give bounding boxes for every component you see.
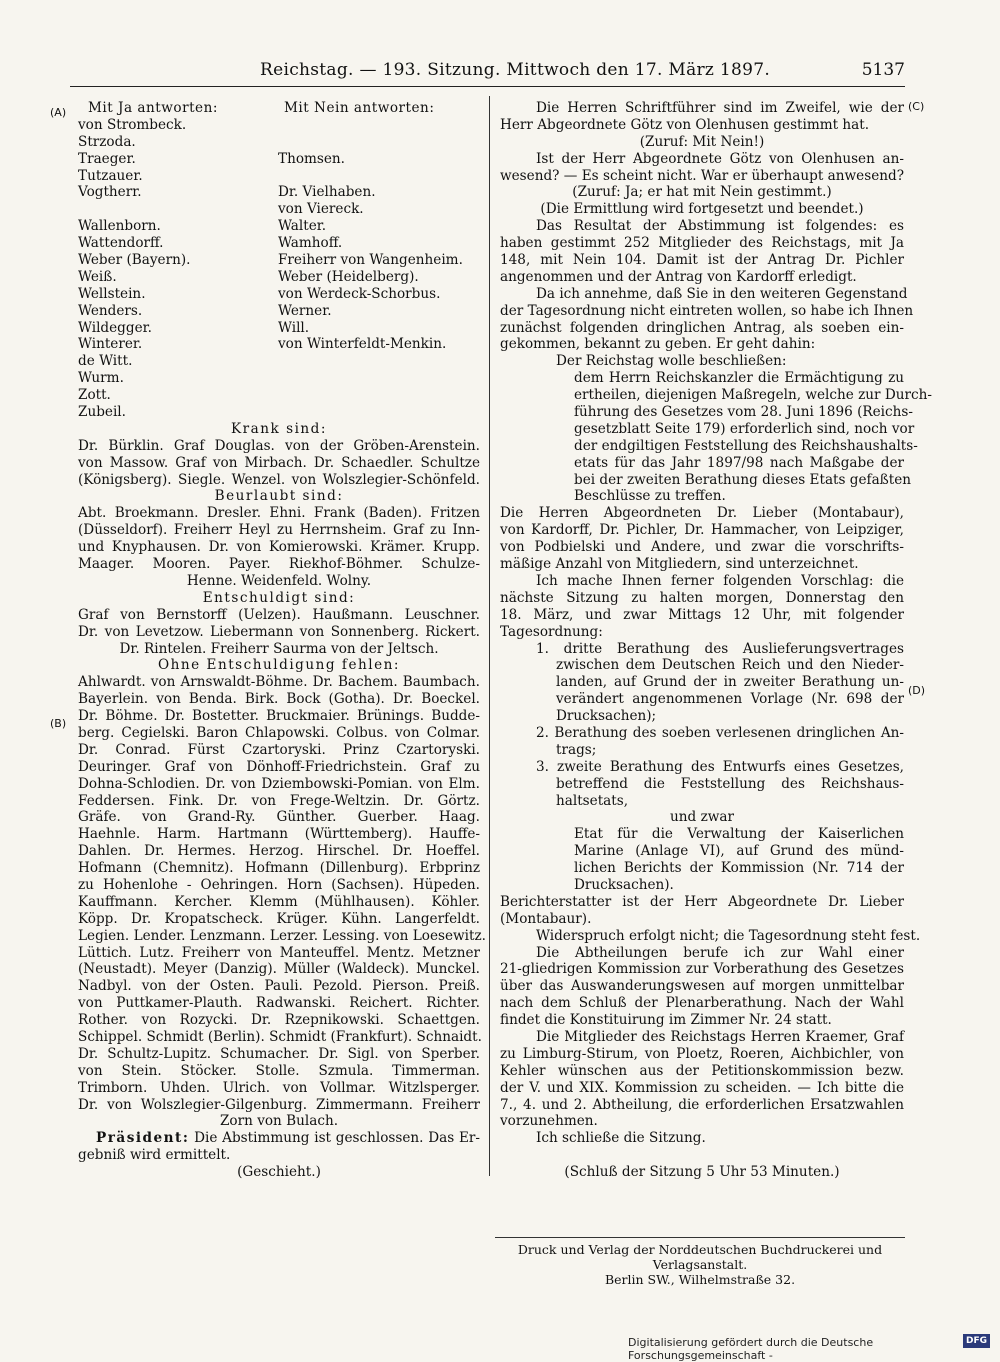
ohne-line: Lüttich. Lutz. Freiherr von Manteuffel. Mentz. Metzner bbox=[78, 944, 480, 961]
yes-name: Weiß. bbox=[78, 268, 117, 285]
vote-row bbox=[78, 320, 480, 337]
ohne-line: Trimborn. Uhden. Ulrich. von Vollmar. Witzlsperger. bbox=[78, 1079, 480, 1096]
paragraph-line: gekommen, bekannt zu geben. Er geht dahin: bbox=[500, 336, 816, 353]
entschuldigt-list bbox=[78, 607, 480, 641]
no-name: Dr. Vielhaben. bbox=[278, 184, 376, 201]
paragraph-line: bei der zweiten Berathung dieses Etats gefaßten bbox=[574, 471, 912, 488]
paragraph-line: Kehler wünschen aus der Petitionskommission bezw. bbox=[500, 1062, 904, 1079]
paragraph-line: mäßige Anzahl von Mitgliedern, sind unterzeichnet. bbox=[500, 556, 859, 573]
yes-name: de Witt. bbox=[78, 353, 133, 370]
yes-name: Wurm. bbox=[78, 370, 124, 387]
paragraph-line: 21-gliedrigen Kommission zur Vorberathung des Gesetzes bbox=[500, 961, 904, 978]
beurlaubt-line: Maager. Mooren. Payer. Riekhof-Böhmer. Schulze- bbox=[78, 556, 480, 573]
beurlaubt-line: und Knyphausen. Dr. von Komierowski. Krämer. Krupp. bbox=[78, 539, 480, 556]
paragraph-line: nächste Sitzung zu halten morgen, Donnerstag den bbox=[500, 589, 904, 606]
ohne-line: (Neustadt). Meyer (Danzig). Müller (Waldeck). Munckel. bbox=[78, 961, 480, 978]
ohne-line: Dohna-Schlodien. Dr. von Dziembowski-Pomian. von Elm. bbox=[78, 775, 480, 792]
paragraph-line: Widerspruch erfolgt nicht; die Tagesordnung steht fest. bbox=[536, 927, 921, 944]
yes-name bbox=[78, 201, 278, 218]
yes-name: Wildegger. bbox=[78, 319, 152, 336]
yes-name: Wallenborn. bbox=[78, 218, 161, 235]
no-name: Will. bbox=[278, 319, 310, 336]
yes-name: Wenders. bbox=[78, 302, 143, 319]
paragraph-line: (Montabaur). bbox=[500, 910, 592, 927]
vote-row bbox=[78, 303, 480, 320]
praesident-label: Präsident: bbox=[96, 1130, 190, 1147]
paragraph-line: ertheilen, diejenigen Maßregeln, welche zur Durch- bbox=[574, 387, 932, 404]
paragraph-line: Der Reichstag wolle beschließen: bbox=[556, 353, 787, 370]
yes-name: Wattendorff. bbox=[78, 235, 164, 252]
entschuldigt-line: Dr. von Levetzow. Liebermann von Sonnenberg. Rickert. bbox=[78, 623, 480, 640]
paragraph-line: vorzunehmen. bbox=[500, 1113, 598, 1130]
ohne-line: Bayerlein. von Benda. Birk. Bock (Gotha). Dr. Boeckel. bbox=[78, 691, 480, 708]
ohne-line: Ahlwardt. von Arnswaldt-Böhme. Dr. Bachem. Baumbach. bbox=[78, 674, 480, 691]
ohne-line: Kauffmann. Kercher. Klemm (Mühlhausen). Köhler. bbox=[78, 893, 480, 910]
vote-column-headers bbox=[78, 100, 480, 117]
yes-name: Zott. bbox=[78, 387, 111, 404]
ohne-line: Dr. Conrad. Fürst Czartoryski. Prinz Czartoryski. bbox=[78, 741, 480, 758]
imprint-line-2: Berlin SW., Wilhelmstraße 32. bbox=[604, 1272, 796, 1287]
krank-line: (Königsberg). Siegle. Wenzel. von Wolszlegier-Schönfeld. bbox=[78, 471, 480, 488]
beurlaubt-last: Henne. Weidenfeld. Wolny. bbox=[186, 572, 372, 589]
paragraph-line: 148, mit Nein 104. Damit ist der Antrag Dr. Pichler bbox=[500, 252, 904, 269]
vote-row bbox=[78, 353, 480, 370]
paragraph-line: 7., 4. und 2. Abtheilung, die erforderlichen Ersatzwahlen bbox=[500, 1096, 904, 1113]
paragraph-line: (Die Ermittlung wird fortgesetzt und beendet.) bbox=[540, 201, 864, 218]
krank-line: Dr. Bürklin. Graf Douglas. von der Gröben-Arenstein. bbox=[78, 437, 480, 454]
ohne-line: Deuringer. Graf von Dönhoff-Friedrichstein. Graf zu bbox=[78, 758, 480, 775]
paragraph-line: (Schluß der Sitzung 5 Uhr 53 Minuten.) bbox=[564, 1164, 840, 1181]
paragraph-line: Das Resultat der Abstimmung ist folgendes: es bbox=[536, 218, 904, 235]
paragraph-line: Ich schließe die Sitzung. bbox=[536, 1130, 706, 1147]
no-name bbox=[278, 353, 480, 370]
paragraph-line: Drucksachen); bbox=[556, 708, 657, 725]
vote-row bbox=[78, 387, 480, 404]
ohne-line: Feddersen. Fink. Dr. von Frege-Weltzin. Dr. Görtz. bbox=[78, 792, 480, 809]
yes-name: Tutzauer. bbox=[78, 167, 143, 184]
paragraph-line: 1. dritte Berathung des Auslieferungsvertrages bbox=[536, 640, 904, 657]
ohne-line: Dahlen. Dr. Hermes. Herzog. Hirschel. Dr. Hoeffel. bbox=[78, 843, 480, 860]
vote-row bbox=[78, 404, 480, 421]
paragraph-line: Die Abtheilungen berufe ich zur Wahl einer bbox=[536, 944, 904, 961]
paragraph-line: nach dem Schluß der Plenarberathung. Nach der Wahl bbox=[500, 995, 904, 1012]
no-name bbox=[278, 134, 480, 151]
ohne-line: von Puttkamer-Plauth. Radwanski. Reichert. Richter. bbox=[78, 995, 480, 1012]
paragraph-line: zu Limburg-Stirum, von Ploetz, Roeren, Aichbichler, von bbox=[500, 1045, 904, 1062]
ohne-line: Hofmann (Chemnitz). Hofmann (Dillenburg). Erbprinz bbox=[78, 860, 480, 877]
yes-name: Winterer. bbox=[78, 336, 143, 353]
yes-name: Traeger. bbox=[78, 150, 136, 167]
ohne-line: Dr. von Wolszlegier-Gilgenburg. Zimmermann. Freiherr bbox=[78, 1096, 480, 1113]
geschieht-note: (Geschieht.) bbox=[237, 1164, 321, 1181]
header-rule bbox=[70, 86, 905, 87]
no-name bbox=[278, 370, 480, 387]
no-name: Walter. bbox=[278, 218, 327, 235]
praesident-line-2: gebniß wird ermittelt. bbox=[78, 1147, 231, 1164]
paragraph-line bbox=[500, 1147, 904, 1164]
vote-row bbox=[78, 286, 480, 303]
paragraph-line: Drucksachen). bbox=[574, 876, 674, 893]
no-name: von Werdeck-Schorbus. bbox=[278, 285, 441, 302]
vote-row bbox=[78, 269, 480, 286]
vote-row bbox=[78, 252, 480, 269]
entschuldigt-heading: Entschuldigt sind: bbox=[202, 589, 356, 606]
running-head: Reichstag. — 193. Sitzung. Mittwoch den 17. März 1897. bbox=[260, 60, 771, 80]
ohne-line: Haehnle. Harm. Hartmann (Württemberg). Hauffe- bbox=[78, 826, 480, 843]
beurlaubt-heading: Beurlaubt sind: bbox=[214, 488, 344, 505]
right-column bbox=[500, 100, 932, 1181]
vote-row bbox=[78, 151, 480, 168]
no-name: Freiherr von Wangenheim. bbox=[278, 252, 463, 269]
no-name: Thomsen. bbox=[278, 150, 345, 167]
page-header bbox=[70, 60, 905, 86]
left-column bbox=[78, 100, 486, 1181]
paragraph-line: 3. zweite Berathung des Entwurfs eines Gesetzes, bbox=[536, 758, 904, 775]
margin-mark-d: (D) bbox=[908, 684, 926, 697]
dfg-credit: Digitalisierung gefördert durch die Deutsche Forschungsgemeinschaft - bbox=[628, 1336, 874, 1362]
paragraph-line: zwischen dem Deutschen Reich und den Nieder- bbox=[556, 657, 904, 674]
no-name bbox=[278, 387, 480, 404]
paragraph-line: (Zuruf: Mit Nein!) bbox=[639, 133, 765, 150]
entschuldigt-line: Graf von Bernstorff (Uelzen). Haußmann. Leuschner. bbox=[78, 606, 480, 623]
ohne-line: berg. Cegielski. Baron Chlapowski. Colbus. von Colmar. bbox=[78, 724, 480, 741]
yes-name: Wellstein. bbox=[78, 285, 146, 302]
paragraph-line: findet die Konstituirung im Zimmer Nr. 24 statt. bbox=[500, 1012, 832, 1029]
paragraph-line: trags; bbox=[556, 741, 597, 758]
paragraph-line: führung des Gesetzes vom 28. Juni 1896 (Reichs- bbox=[574, 404, 913, 421]
yes-name: Strzoda. bbox=[78, 133, 136, 150]
yes-name: von Strombeck. bbox=[78, 116, 187, 133]
vote-row bbox=[78, 370, 480, 387]
paragraph-line: Marine (Anlage VI), auf Grund des münd- bbox=[574, 843, 904, 860]
no-name: von Winterfeldt-Menkin. bbox=[278, 336, 447, 353]
vote-row bbox=[78, 218, 480, 235]
no-name: Weber (Heidelberg). bbox=[278, 268, 419, 285]
paragraph-line: von Kardorff, Dr. Pichler, Dr. Hammacher, von Leipziger, bbox=[500, 522, 904, 539]
ohne-line: Schippel. Schmidt (Berlin). Schmidt (Frankfurt). Schnaidt. bbox=[78, 1028, 482, 1045]
ohne-line: Rother. von Rozycki. Dr. Rzepnikowski. Schaettgen. bbox=[78, 1012, 480, 1029]
yes-name: Vogtherr. bbox=[78, 184, 142, 201]
yes-name: Zubeil. bbox=[78, 404, 126, 421]
praesident-line bbox=[78, 1130, 480, 1147]
vote-row bbox=[78, 117, 480, 134]
paragraph-line: (Zuruf: Ja; er hat mit Nein gestimmt.) bbox=[572, 184, 832, 201]
paragraph-line: Die Herren Schriftführer sind im Zweifel, wie der bbox=[536, 100, 904, 116]
dfg-logo: DFG bbox=[963, 1334, 990, 1348]
ohne-line: Legien. Lender. Lenzmann. Lerzer. Lessing. von Loesewitz. bbox=[78, 927, 486, 944]
paragraph-line: Die Herren Abgeordneten Dr. Lieber (Montabaur), bbox=[500, 505, 904, 522]
paragraph-line: dem Herrn Reichskanzler die Ermächtigung zu bbox=[574, 370, 904, 387]
paragraph-line: lichen Berichts der Kommission (Nr. 714 der bbox=[574, 860, 904, 877]
vote-list bbox=[78, 117, 480, 421]
margin-mark-b: (B) bbox=[50, 717, 67, 730]
paragraph-line: der V. und XIX. Kommission zu scheiden. — Ich bitte die bbox=[500, 1079, 904, 1096]
yes-header: Mit Ja antworten: bbox=[88, 100, 218, 116]
krank-heading: Krank sind: bbox=[231, 420, 327, 437]
krank-list bbox=[78, 438, 480, 489]
margin-mark-a: (A) bbox=[50, 106, 67, 119]
paragraph-line: wesend? — Es scheint nicht. War er überhaupt anwesend? bbox=[500, 167, 904, 184]
paragraph-line: zunächst folgenden dringlichen Antrag, als soeben ein- bbox=[500, 319, 904, 336]
paragraph-line: von Podbielski und Andere, und zwar die vorschrifts- bbox=[500, 539, 904, 556]
paragraph-line: Etat für die Verwaltung der Kaiserlichen bbox=[574, 826, 904, 843]
ohne-line: von Stein. Stöcker. Stolle. Szmula. Timmerman. bbox=[78, 1062, 480, 1079]
paragraph-line: Die Mitglieder des Reichstags Herren Kraemer, Graf bbox=[536, 1028, 904, 1045]
vote-row bbox=[78, 184, 480, 201]
paragraph-line: Tagesordnung: bbox=[500, 623, 603, 640]
entschuldigt-last: Dr. Rintelen. Freiherr Saurma von der Jeltsch. bbox=[119, 640, 439, 657]
vote-row bbox=[78, 336, 480, 353]
no-header: Mit Nein antworten: bbox=[284, 100, 435, 116]
ohne-last: Zorn von Bulach. bbox=[219, 1113, 339, 1130]
no-name: von Viereck. bbox=[278, 201, 364, 218]
paragraph-line: der Tagesordnung nicht eintreten wollen, so habe ich Ihnen bbox=[500, 302, 914, 319]
paragraph-line: gesetzblatt Seite 179) erforderlich sind, noch vor bbox=[574, 420, 915, 437]
paragraph-line: über das Auswanderungswesen auf morgen unmittelbar bbox=[500, 978, 904, 995]
ohne-line: zu Hohenlohe - Oehringen. Horn (Sachsen). Hüpeden. bbox=[78, 876, 480, 893]
ohne-line: Köpp. Dr. Kropatscheck. Krüger. Kühn. Langerfeldt. bbox=[78, 910, 480, 927]
vote-row bbox=[78, 201, 480, 218]
ohne-list bbox=[78, 674, 486, 1113]
praesident-text: Die Abstimmung ist geschlossen. Das Er- bbox=[194, 1130, 480, 1147]
paragraph-line: angenommen und der Antrag von Kardorff erledigt. bbox=[500, 268, 857, 285]
paragraph-line: Beschlüsse zu treffen. bbox=[574, 488, 726, 505]
paragraph-line: 18. März, und zwar Mittags 12 Uhr, mit folgender bbox=[500, 606, 904, 623]
krank-line: von Massow. Graf von Mirbach. Dr. Schaedler. Schultze bbox=[78, 454, 480, 471]
ohne-heading: Ohne Entschuldigung fehlen: bbox=[158, 657, 400, 674]
paragraph-line: Ich mache Ihnen ferner folgenden Vorschlag: die bbox=[536, 572, 904, 589]
paragraph-line: landen, auf Grund der in zweiter Berathung un- bbox=[556, 674, 904, 691]
paragraph-line: und zwar bbox=[670, 809, 734, 826]
ohne-line: Nadbyl. von der Osten. Pauli. Pezold. Pierson. Preiß. bbox=[78, 978, 480, 995]
vote-row bbox=[78, 134, 480, 151]
footer-rule bbox=[495, 1237, 905, 1238]
no-name bbox=[278, 168, 480, 185]
paragraph-line: haltsetats, bbox=[556, 792, 629, 809]
imprint-line-1: Druck und Verlag der Norddeutschen Buchdruckerei und Verlagsanstalt. bbox=[517, 1242, 883, 1272]
paragraph-line: 2. Berathung des soeben verlesenen dringlichen An- bbox=[536, 724, 904, 741]
paragraph-line: Ist der Herr Abgeordnete Götz von Olenhusen an- bbox=[536, 150, 904, 167]
beurlaubt-list bbox=[78, 505, 480, 573]
ohne-line: Dr. Böhme. Dr. Bostetter. Bruckmaier. Brünings. Budde- bbox=[78, 708, 480, 725]
paragraph-line: betreffend die Feststellung des Reichshaus- bbox=[556, 775, 904, 792]
imprint bbox=[495, 1242, 905, 1287]
vote-row bbox=[78, 235, 480, 252]
paragraph-line: Da ich annehme, daß Sie in den weiteren Gegenstand bbox=[536, 285, 908, 302]
beurlaubt-line: (Düsseldorf). Freiherr Heyl zu Herrnsheim. Graf zu Inn- bbox=[78, 522, 480, 539]
ohne-line: Gräfe. von Grand-Ry. Günther. Guerber. Haag. bbox=[78, 809, 480, 826]
no-name: Wamhoff. bbox=[278, 235, 343, 252]
ohne-line: Dr. Schultz-Lupitz. Schumacher. Dr. Sigl. von Sperber. bbox=[78, 1045, 480, 1062]
vote-row bbox=[78, 168, 480, 185]
paragraph-line: haben gestimmt 252 Mitglieder des Reichstags, mit Ja bbox=[500, 235, 904, 252]
yes-name: Weber (Bayern). bbox=[78, 252, 191, 269]
no-name: Werner. bbox=[278, 302, 332, 319]
paragraph-line: der endgiltigen Feststellung des Reichshaushalts- bbox=[574, 437, 918, 454]
paragraph-line: Berichterstatter ist der Herr Abgeordnete Dr. Lieber bbox=[500, 893, 904, 910]
no-name bbox=[278, 117, 480, 134]
paragraph-line: etats für das Jahr 1897/98 nach Maßgabe der bbox=[574, 454, 904, 471]
paragraph-line: verändert angenommenen Vorlage (Nr. 698 der bbox=[556, 691, 904, 708]
column-divider bbox=[489, 96, 490, 1176]
page-number: 5137 bbox=[861, 60, 905, 80]
paragraph-line: Herr Abgeordnete Götz von Olenhusen gestimmt hat. bbox=[500, 116, 870, 133]
no-name bbox=[278, 404, 480, 421]
beurlaubt-line: Abt. Broekmann. Dresler. Ehni. Frank (Baden). Fritzen bbox=[78, 505, 480, 522]
margin-mark-c: (C) bbox=[908, 100, 925, 113]
